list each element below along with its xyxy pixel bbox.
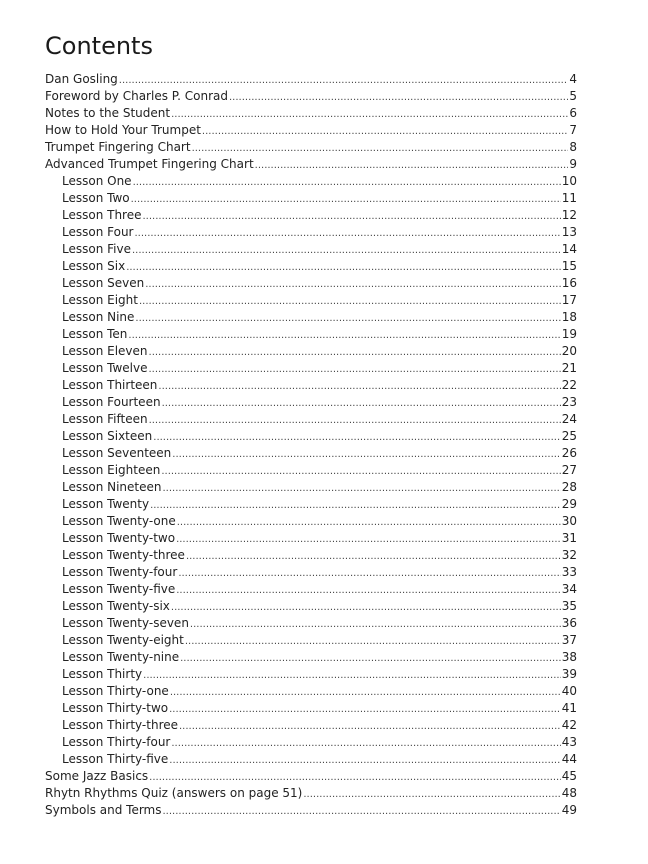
toc-entry-page-number: 34 [561,582,577,596]
toc-entry-page-number: 48 [561,786,577,800]
toc-entry-lesson [45,428,577,445]
dot-leader [149,412,561,429]
toc-entry-label: Lesson One [62,174,132,188]
dot-leader [190,616,561,633]
toc-entry-page-number: 4 [569,72,577,86]
toc-entry-label: Trumpet Fingering Chart [45,140,191,154]
toc-entry-page-number: 10 [561,174,577,188]
toc-entry-lesson [45,377,577,394]
toc-entry [45,122,577,139]
dot-leader [161,463,560,480]
toc-entry-label: Lesson Thirty-four [62,735,171,749]
dot-leader [171,599,561,616]
toc-entry-label: Foreword by Charles P. Conrad [45,89,228,103]
toc-entry-lesson [45,547,577,564]
toc-entry-label: How to Hold Your Trumpet [45,123,201,137]
toc-entry-page-number: 27 [561,463,577,477]
toc-entry-lesson [45,598,577,615]
toc-entry-lesson [45,173,577,190]
dot-leader [148,361,560,378]
toc-entry-page-number: 12 [561,208,577,222]
toc-entry [45,802,577,819]
dot-leader [119,72,569,89]
toc-entry-label: Lesson Twenty-eight [62,633,184,647]
toc-entry-page-number: 19 [561,327,577,341]
dot-leader [303,786,560,803]
toc-entry-lesson [45,632,577,649]
toc-entry-page-number: 40 [561,684,577,698]
toc-entry-lesson [45,445,577,462]
dot-leader [229,89,568,106]
toc-entry-label: Lesson Six [62,259,126,273]
toc-entry [45,88,577,105]
toc-entry-label: Lesson Seventeen [62,446,172,460]
dot-leader [153,429,560,446]
dot-leader [176,531,561,548]
toc-entry-page-number: 37 [561,633,577,647]
toc-entry-label: Lesson Twenty-three [62,548,185,562]
dot-leader [135,310,560,327]
dot-leader [143,667,561,684]
toc-entry-page-number: 15 [561,259,577,273]
toc-entry-label: Lesson Five [62,242,131,256]
toc-entry-label: Rhytn Rhythms Quiz (answers on page 51) [45,786,303,800]
toc-entry-page-number: 33 [561,565,577,579]
dot-leader [149,769,561,786]
toc-entry-lesson [45,683,577,700]
toc-entry-page-number: 45 [561,769,577,783]
toc-entry-lesson [45,513,577,530]
dot-leader [134,225,560,242]
dot-leader [149,344,561,361]
dot-leader [145,276,561,293]
toc-entry-label: Lesson Twenty-seven [62,616,189,630]
toc-entry-lesson [45,224,577,241]
toc-entry-lesson [45,615,577,632]
toc-entry-page-number: 11 [561,191,577,205]
toc-entry [45,785,577,802]
toc-entry [45,768,577,785]
toc-entry-label: Lesson Thirty-two [62,701,169,715]
toc-entry-label: Lesson Twenty [62,497,150,511]
toc-entry-lesson [45,462,577,479]
toc-entry-label: Lesson Twenty-one [62,514,176,528]
toc-entry [45,156,577,173]
toc-entry-label: Lesson Thirty-one [62,684,169,698]
dot-leader [158,378,560,395]
toc-entry-lesson [45,734,577,751]
toc-entry-lesson [45,717,577,734]
toc-entry-lesson [45,666,577,683]
table-of-contents [45,71,577,819]
toc-entry-lesson [45,530,577,547]
toc-entry-label: Lesson Thirteen [62,378,158,392]
toc-entry-label: Lesson Sixteen [62,429,153,443]
toc-entry-lesson [45,309,577,326]
toc-entry-page-number: 43 [561,735,577,749]
toc-entry-page-number: 31 [561,531,577,545]
toc-entry-page-number: 49 [561,803,577,817]
dot-leader [172,446,560,463]
toc-entry-label: Lesson Nineteen [62,480,162,494]
toc-entry-label: Lesson Thirty-three [62,718,178,732]
toc-entry-page-number: 32 [561,548,577,562]
dot-leader [177,514,561,531]
toc-entry-lesson [45,581,577,598]
dot-leader [163,480,561,497]
toc-entry-lesson [45,700,577,717]
dot-leader [162,395,561,412]
dot-leader [163,803,561,820]
toc-entry-lesson [45,292,577,309]
toc-entry-lesson [45,564,577,581]
toc-entry-lesson [45,649,577,666]
toc-entry-page-number: 14 [561,242,577,256]
toc-entry-label: Lesson Twenty-four [62,565,178,579]
toc-entry-label: Lesson Twenty-two [62,531,176,545]
dot-leader [202,123,568,140]
toc-entry-page-number: 26 [561,446,577,460]
toc-entry-label: Lesson Ten [62,327,128,341]
toc-entry-page-number: 9 [569,157,577,171]
toc-entry-label: Lesson Two [62,191,130,205]
dot-leader [128,327,560,344]
dot-leader [126,259,561,276]
dot-leader [132,242,561,259]
toc-entry-page-number: 44 [561,752,577,766]
toc-entry-page-number: 35 [561,599,577,613]
toc-entry-lesson [45,326,577,343]
toc-entry-label: Lesson Twenty-five [62,582,176,596]
dot-leader [192,140,569,157]
toc-entry-lesson [45,479,577,496]
dot-leader [131,191,561,208]
toc-entry-label: Lesson Seven [62,276,145,290]
toc-entry-page-number: 28 [561,480,577,494]
toc-entry-label: Some Jazz Basics [45,769,149,783]
toc-entry-page-number: 21 [561,361,577,375]
toc-entry-lesson [45,275,577,292]
dot-leader [143,208,561,225]
toc-entry-label: Dan Gosling [45,72,118,86]
dot-leader [139,293,561,310]
toc-entry [45,105,577,122]
toc-entry-page-number: 24 [561,412,577,426]
toc-entry-lesson [45,394,577,411]
toc-entry-label: Lesson Eight [62,293,138,307]
toc-entry-label: Lesson Three [62,208,142,222]
toc-entry-page-number: 38 [561,650,577,664]
toc-entry-lesson [45,190,577,207]
toc-entry [45,71,577,88]
dot-leader [150,497,561,514]
dot-leader [186,548,561,565]
toc-entry-lesson [45,207,577,224]
dot-leader [133,174,561,191]
toc-entry-page-number: 18 [561,310,577,324]
toc-entry-page-number: 5 [569,89,577,103]
toc-entry-page-number: 22 [561,378,577,392]
toc-entry-page-number: 25 [561,429,577,443]
toc-entry-label: Advanced Trumpet Fingering Chart [45,157,254,171]
dot-leader [169,752,560,769]
dot-leader [185,633,561,650]
toc-entry-label: Lesson Twenty-nine [62,650,180,664]
dot-leader [178,565,560,582]
dot-leader [179,718,561,735]
toc-entry-page-number: 29 [561,497,577,511]
toc-entry-lesson [45,496,577,513]
toc-entry-lesson [45,360,577,377]
dot-leader [170,684,561,701]
toc-entry-label: Lesson Twenty-six [62,599,170,613]
dot-leader [169,701,561,718]
dot-leader [180,650,561,667]
dot-leader [171,106,568,123]
toc-entry-label: Lesson Nine [62,310,135,324]
toc-entry-label: Notes to the Student [45,106,171,120]
toc-entry-label: Lesson Eleven [62,344,148,358]
toc-entry-page-number: 20 [561,344,577,358]
toc-entry-lesson [45,751,577,768]
toc-entry-lesson [45,241,577,258]
toc-entry-label: Lesson Twelve [62,361,148,375]
toc-entry-page-number: 30 [561,514,577,528]
dot-leader [176,582,560,599]
toc-entry-page-number: 23 [561,395,577,409]
toc-entry-page-number: 36 [561,616,577,630]
toc-entry-label: Lesson Eighteen [62,463,161,477]
dot-leader [255,157,569,174]
toc-entry-page-number: 41 [561,701,577,715]
toc-entry-page-number: 39 [561,667,577,681]
toc-entry-page-number: 8 [569,140,577,154]
toc-entry [45,139,577,156]
toc-entry-label: Lesson Thirty [62,667,143,681]
toc-entry-page-number: 13 [561,225,577,239]
toc-entry-page-number: 42 [561,718,577,732]
toc-entry-page-number: 7 [569,123,577,137]
toc-entry-lesson [45,343,577,360]
dot-leader [171,735,560,752]
page-title: Contents [45,32,153,60]
toc-entry-label: Symbols and Terms [45,803,162,817]
toc-entry-label: Lesson Fourteen [62,395,161,409]
toc-entry-lesson [45,411,577,428]
toc-entry-label: Lesson Fifteen [62,412,148,426]
toc-entry-label: Lesson Four [62,225,134,239]
toc-entry-lesson [45,258,577,275]
toc-entry-label: Lesson Thirty-five [62,752,169,766]
toc-entry-page-number: 16 [561,276,577,290]
toc-entry-page-number: 6 [569,106,577,120]
toc-entry-page-number: 17 [561,293,577,307]
